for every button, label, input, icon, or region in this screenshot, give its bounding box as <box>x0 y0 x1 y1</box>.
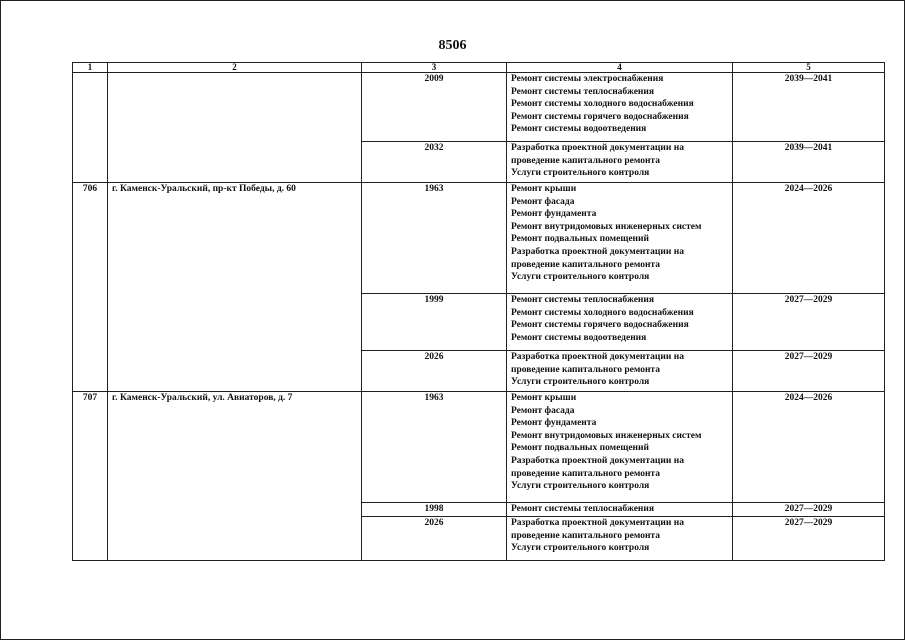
work-item: Разработка проектной документации на <box>511 352 684 362</box>
table-row <box>73 73 885 142</box>
work-item: Ремонт крыши <box>511 184 577 194</box>
period-cell: 2027—2029 <box>733 517 885 561</box>
column-header: 3 <box>362 63 507 73</box>
work-item: Ремонт системы горячего водоснабжения <box>511 320 689 331</box>
works-cell <box>507 294 733 351</box>
work-item: проведение капитального ремонта <box>511 155 660 166</box>
work-item: Разработка проектной документации на <box>511 518 684 528</box>
work-item: Ремонт подвальных помещений <box>511 234 649 245</box>
work-item: Ремонт системы холодного водоснабжения <box>511 307 694 318</box>
work-item: Ремонт системы холодного водоснабжения <box>511 99 694 110</box>
period-cell: 2024—2026 <box>733 392 885 503</box>
row-number-cell: 707 <box>73 392 108 561</box>
work-item: проведение капитального ремонта <box>511 530 660 541</box>
work-item: Услуги строительного контроля <box>511 168 650 179</box>
works-cell <box>507 142 733 183</box>
period-cell: 2039—2041 <box>733 73 885 142</box>
column-header: 4 <box>507 63 733 73</box>
work-item: Услуги строительного контроля <box>511 481 650 492</box>
work-item: Услуги строительного контроля <box>511 543 650 554</box>
work-item: Ремонт фундамента <box>511 418 597 429</box>
work-item: проведение капитального ремонта <box>511 364 660 375</box>
column-number-row <box>73 63 885 73</box>
row-number-cell: 706 <box>73 183 108 392</box>
work-item: Разработка проектной документации на <box>511 246 684 257</box>
column-header: 1 <box>73 63 108 73</box>
work-item: Ремонт системы теплоснабжения <box>511 295 655 305</box>
work-item: Ремонт крыши <box>511 393 577 403</box>
works-cell <box>507 503 733 517</box>
column-header: 5 <box>733 63 885 73</box>
column-header: 2 <box>108 63 362 73</box>
table-row <box>73 183 885 294</box>
works-cell <box>507 517 733 561</box>
work-item: Ремонт внутридомовых инженерных систем <box>511 221 702 232</box>
year-cell: 2032 <box>362 142 507 183</box>
work-item: Ремонт фасада <box>511 405 575 416</box>
table-row <box>73 392 885 503</box>
work-item: Ремонт системы горячего водоснабжения <box>511 111 689 122</box>
work-item: Ремонт системы водоотведения <box>511 124 647 135</box>
work-item: Ремонт системы водоотведения <box>511 332 647 343</box>
year-cell: 2009 <box>362 73 507 142</box>
repair-schedule-table <box>72 62 885 561</box>
works-cell <box>507 351 733 392</box>
period-cell: 2027—2029 <box>733 503 885 517</box>
year-cell: 1963 <box>362 183 507 294</box>
works-cell <box>507 392 733 503</box>
period-cell: 2024—2026 <box>733 183 885 294</box>
work-item: проведение капитального ремонта <box>511 468 660 479</box>
works-cell <box>507 73 733 142</box>
year-cell: 1999 <box>362 294 507 351</box>
work-item: Разработка проектной документации на <box>511 455 684 466</box>
work-item: Ремонт фасада <box>511 196 575 207</box>
year-cell: 2026 <box>362 517 507 561</box>
work-item: Ремонт системы электроснабжения <box>511 74 664 84</box>
work-item: Услуги строительного контроля <box>511 272 650 283</box>
address-cell: г. Каменск-Уральский, ул. Авиаторов, д. 7 <box>108 392 362 561</box>
work-item: Ремонт фундамента <box>511 209 597 220</box>
row-number-cell <box>73 73 108 183</box>
work-item: Ремонт внутридомовых инженерных систем <box>511 430 702 441</box>
year-cell: 1998 <box>362 503 507 517</box>
work-item: Ремонт подвальных помещений <box>511 443 649 454</box>
address-cell <box>108 73 362 183</box>
address-cell: г. Каменск-Уральский, пр-кт Победы, д. 60 <box>108 183 362 392</box>
work-item: Ремонт системы теплоснабжения <box>511 504 655 514</box>
period-cell: 2039—2041 <box>733 142 885 183</box>
year-cell: 2026 <box>362 351 507 392</box>
period-cell: 2027—2029 <box>733 351 885 392</box>
works-cell <box>507 183 733 294</box>
year-cell: 1963 <box>362 392 507 503</box>
work-item: Ремонт системы теплоснабжения <box>511 86 655 97</box>
work-item: проведение капитального ремонта <box>511 259 660 270</box>
work-item: Разработка проектной документации на <box>511 143 684 153</box>
period-cell: 2027—2029 <box>733 294 885 351</box>
page-number: 8506 <box>438 38 467 53</box>
work-item: Услуги строительного контроля <box>511 377 650 388</box>
